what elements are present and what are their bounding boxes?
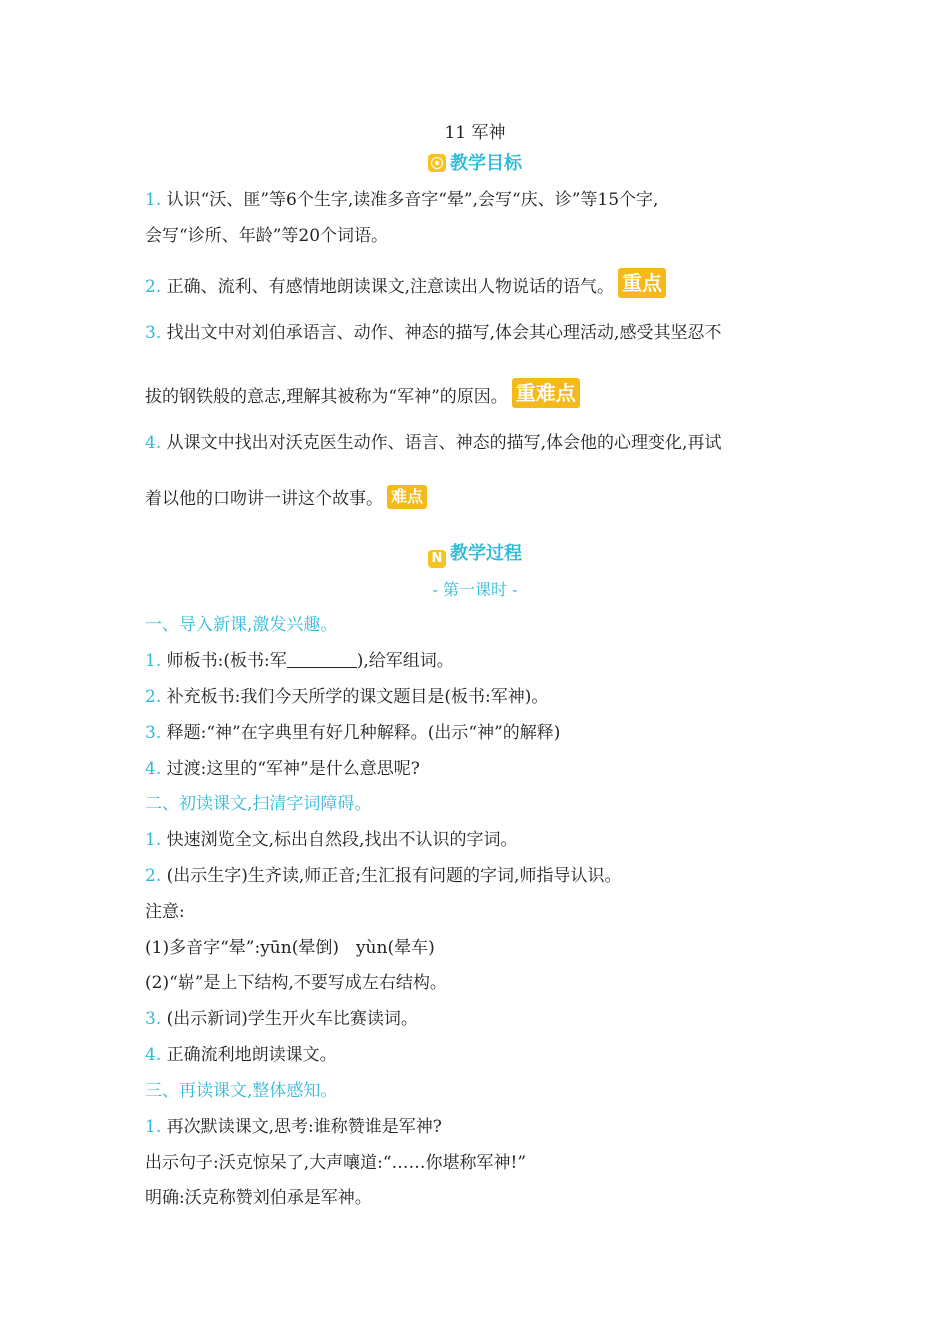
- part-3-line-1: 出示句子:沃克惊呆了,大声嚷道:“……你堪称军神!”: [145, 1153, 527, 1173]
- part-2-item-3: 3. (出示新词)学生开火车比赛读词。: [145, 1009, 418, 1029]
- part-1-item-2: 2. 补充板书:我们今天所学的课文题目是(板书:军神)。: [145, 687, 549, 707]
- part-2-item-2: 2. (出示生字)生齐读,师正音;生汇报有问题的字词,师指导认识。: [145, 866, 622, 886]
- key-point-badge: 重点: [618, 268, 666, 298]
- target-icon: [428, 154, 446, 172]
- note-1: (1)多音字“晕”:yūn(晕倒) yùn(晕车): [145, 938, 435, 958]
- part-2-item-1: 1. 快速浏览全文,标出自然段,找出不认识的字词。: [145, 830, 518, 850]
- goal-4-line-1: 4. 从课文中找出对沃克医生动作、语言、神态的描写,体会他的心理变化,再试: [145, 433, 722, 453]
- fill-blank: [287, 651, 357, 668]
- part-2-item-4: 4. 正确流利地朗读课文。: [145, 1045, 337, 1065]
- goal-3-line-1: 3. 找出文中对刘伯承语言、动作、神态的描写,体会其心理活动,感受其坚忍不: [145, 323, 722, 343]
- part-1-item-1: 1. 师板书:(板书:军 ),给军组词。: [145, 651, 454, 671]
- part-3-heading: 三、再读课文,整体感知。: [145, 1081, 338, 1101]
- note-2: (2)“崭”是上下结构,不要写成左右结构。: [145, 973, 447, 993]
- key-difficult-badge: 重难点: [512, 378, 580, 408]
- goal-3-line-2: 拔的钢铁般的意志,理解其被称为“军神”的原因。 重难点: [145, 378, 805, 408]
- goal-1-line-2: 会写“诊所、年龄”等20个词语。: [145, 226, 389, 246]
- process-icon: N: [428, 550, 446, 568]
- lesson-title: 11 军神: [444, 123, 506, 143]
- goal-1-line-1: 1. 认识“沃、匪”等6个生字,读准多音字“晕”,会写“庆、诊”等15个字,: [145, 190, 659, 210]
- difficult-badge: 难点: [387, 485, 427, 509]
- goal-4-line-2: 着以他的口吻讲一讲这个故事。 难点: [145, 485, 805, 510]
- part-1-item-3: 3. 释题:“神”在字典里有好几种解释。(出示“神”的解释): [145, 723, 561, 743]
- part-2-heading: 二、初读课文,扫清字词障碍。: [145, 794, 372, 814]
- goal-2-line: 2. 正确、流利、有感情地朗读课文,注意读出人物说话的语气。 重点: [145, 268, 805, 298]
- session-label: - 第一课时 -: [432, 580, 518, 599]
- note-label: 注意:: [145, 902, 185, 922]
- section-process-heading: N 教学过程: [0, 539, 950, 568]
- part-3-item-1: 1. 再次默读课文,思考:谁称赞谁是军神?: [145, 1117, 442, 1137]
- part-1-item-4: 4. 过渡:这里的“军神”是什么意思呢?: [145, 759, 420, 779]
- section-goals-heading: 教学目标: [0, 149, 950, 175]
- part-3-line-2: 明确:沃克称赞刘伯承是军神。: [145, 1188, 372, 1208]
- part-1-heading: 一、导入新课,激发兴趣。: [145, 615, 338, 635]
